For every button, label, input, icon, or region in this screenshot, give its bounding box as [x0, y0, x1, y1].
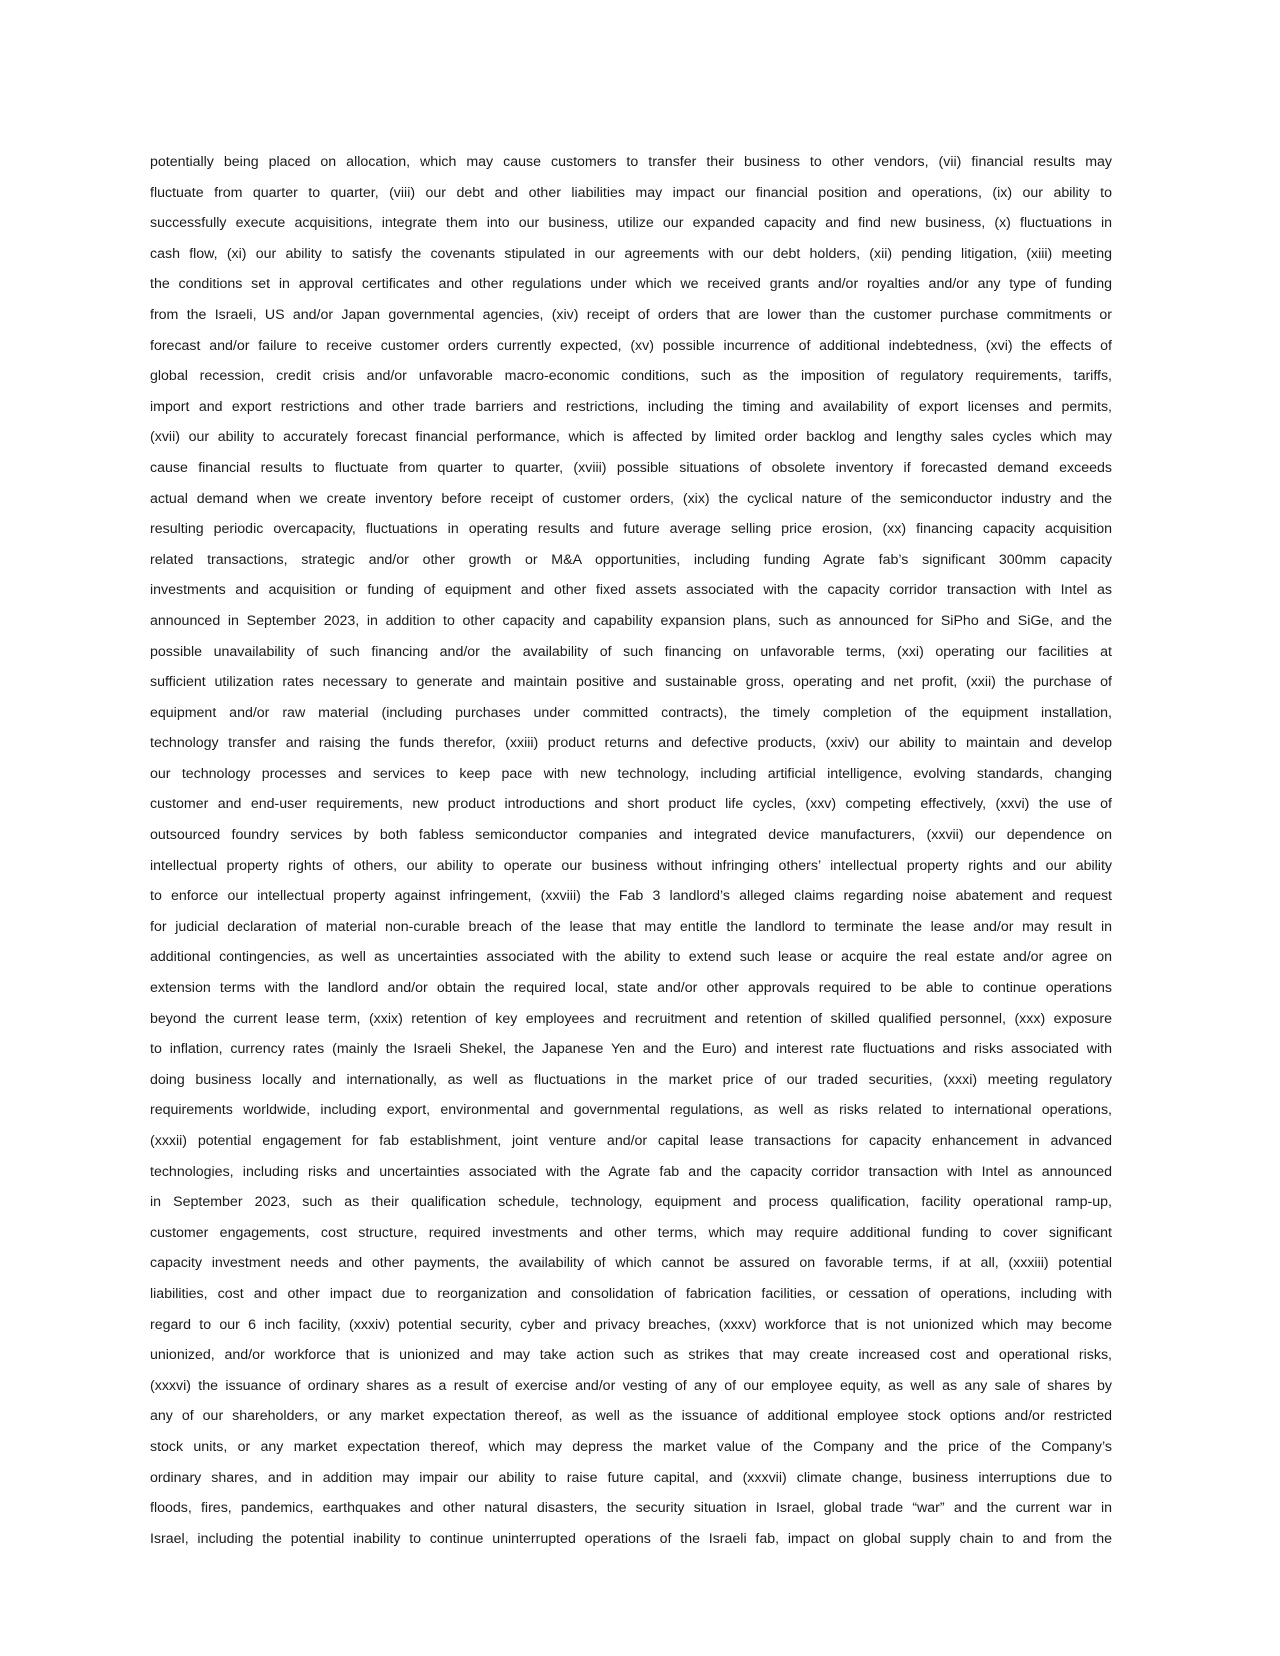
- text-line: for judicial declaration of material non-curable breach of the lease that may entitle the landlord to terminate the lease and/or may result in: [150, 918, 1112, 935]
- text-line: resulting periodic overcapacity, fluctuations in operating results and future average selling price erosion, (xx) financing capacity acquisition: [150, 521, 1112, 538]
- text-line: beyond the current lease term, (xxix) retention of key employees and recruitment and retention of skilled qualified personnel, (xxx) exposure: [150, 1010, 1112, 1027]
- text-line: announced in September 2023, in addition to other capacity and capability expansion plans, such as announced for SiPho and SiGe, and the: [150, 612, 1112, 629]
- text-line: forecast and/or failure to receive customer orders currently expected, (xv) possible incurrence of additional indebtedness, (xvi) the effects of: [150, 337, 1112, 354]
- text-line: unionized, and/or workforce that is unionized and may take action such as strikes that may create increased cost and operational risks,: [150, 1347, 1112, 1364]
- text-line: potentially being placed on allocation, which may cause customers to transfer their business to other vendors, (vii) financial results may: [150, 154, 1112, 170]
- text-line: to inflation, currency rates (mainly the Israeli Shekel, the Japanese Yen and the Euro) and interest rate fluctuations and risks associated with: [150, 1041, 1112, 1058]
- text-line: extension terms with the landlord and/or obtain the required local, state and/or other approvals required to be able to continue operations: [150, 980, 1112, 997]
- text-line: the conditions set in approval certificates and other regulations under which we received grants and/or royalties and/or any type of funding: [150, 276, 1112, 293]
- text-line: customer engagements, cost structure, required investments and other terms, which may require additional funding to cover significant: [150, 1224, 1112, 1241]
- text-line: (xvii) our ability to accurately forecast financial performance, which is affected by limited order backlog and lengthy sales cycles which may: [150, 429, 1112, 446]
- text-line: fluctuate from quarter to quarter, (viii) our debt and other liabilities may impact our financial position and operations, (ix) our ability to: [150, 184, 1112, 201]
- text-line: related transactions, strategic and/or other growth or M&A opportunities, including funding Agrate fab’s significant 300mm capacity: [150, 551, 1112, 568]
- text-line: customer and end-user requirements, new product introductions and short product life cycles, (xxv) competing effectively, (xxvi) the use of: [150, 796, 1112, 813]
- text-line: Israel, including the potential inability to continue uninterrupted operations of the Israeli fab, impact on global supply chain to and from the: [150, 1530, 1112, 1547]
- text-line: technology transfer and raising the funds therefor, (xxiii) product returns and defective products, (xxiv) our ability to maintain and develop: [150, 735, 1112, 752]
- text-line: in September 2023, such as their qualification schedule, technology, equipment and process qualification, facility operational ramp-up,: [150, 1194, 1112, 1211]
- text-line: cause financial results to fluctuate from quarter to quarter, (xviii) possible situations of obsolete inventory if forecasted demand exceeds: [150, 459, 1112, 476]
- text-line: successfully execute acquisitions, integrate them into our business, utilize our expanded capacity and find new business, (x) fluctuations in: [150, 215, 1112, 232]
- text-line: cash flow, (xi) our ability to satisfy the covenants stipulated in our agreements with our debt holders, (xii) pending litigation, (xiii) meeting: [150, 245, 1112, 262]
- text-line: import and export restrictions and other trade barriers and restrictions, including the timing and availability of export licenses and permits,: [150, 398, 1112, 415]
- text-line: global recession, credit crisis and/or unfavorable macro-economic conditions, such as the imposition of regulatory requirements, tariffs,: [150, 368, 1112, 385]
- text-line: any of our shareholders, or any market expectation thereof, as well as the issuance of additional employee stock options and/or restricted: [150, 1408, 1112, 1425]
- text-line: (xxxii) potential engagement for fab establishment, joint venture and/or capital lease transactions for capacity enhancement in advanced: [150, 1133, 1112, 1149]
- text-line: sufficient utilization rates necessary to generate and maintain positive and sustainable gross, operating and net profit, (xxii) the purchase of: [150, 674, 1112, 691]
- text-line: ordinary shares, and in addition may impair our ability to raise future capital, and (xxxvii) climate change, business interruptions due to: [150, 1469, 1112, 1486]
- body-paragraph: [150, 147, 1112, 1554]
- text-line: investments and acquisition or funding of equipment and other fixed assets associated with the capacity corridor transaction with Intel as: [150, 582, 1112, 599]
- text-line: actual demand when we create inventory before receipt of customer orders, (xix) the cyclical nature of the semiconductor industry and the: [150, 490, 1112, 507]
- text-line: stock units, or any market expectation thereof, which may depress the market value of the Company and the price of the Company’s: [150, 1438, 1112, 1455]
- text-line: possible unavailability of such financing and/or the availability of such financing on unfavorable terms, (xxi) operating our facilities at: [150, 643, 1112, 660]
- text-line: doing business locally and internationally, as well as fluctuations in the market price of our traded securities, (xxxi) meeting regulatory: [150, 1071, 1112, 1088]
- text-line: capacity investment needs and other payments, the availability of which cannot be assured on favorable terms, if at all, (xxxiii) potential: [150, 1255, 1112, 1272]
- text-line: our technology processes and services to keep pace with new technology, including artificial intelligence, evolving standards, changing: [150, 765, 1112, 782]
- text-line: intellectual property rights of others, our ability to operate our business without infringing others’ intellectual property rights and our ability: [150, 857, 1112, 874]
- text-line: from the Israeli, US and/or Japan governmental agencies, (xiv) receipt of orders that are lower than the customer purchase commitments or: [150, 306, 1112, 323]
- text-line: liabilities, cost and other impact due to reorganization and consolidation of fabrication facilities, or cessation of operations, including with: [150, 1285, 1112, 1302]
- text-line: (xxxvi) the issuance of ordinary shares as a result of exercise and/or vesting of any of our employee equity, as well as any sale of shares by: [150, 1377, 1112, 1394]
- text-line: to enforce our intellectual property against infringement, (xxviii) the Fab 3 landlord’s alleged claims regarding noise abatement and request: [150, 888, 1112, 905]
- text-line: equipment and/or raw material (including purchases under committed contracts), the timely completion of the equipment installation,: [150, 704, 1112, 721]
- text-line: outsourced foundry services by both fabless semiconductor companies and integrated device manufacturers, (xxvii) our dependence on: [150, 827, 1112, 844]
- text-line: regard to our 6 inch facility, (xxxiv) potential security, cyber and privacy breaches, (xxxv) workforce that is not unionized which may become: [150, 1316, 1112, 1333]
- text-line: requirements worldwide, including export, environmental and governmental regulations, as well as risks related to international operations,: [150, 1102, 1112, 1119]
- text-line: technologies, including risks and uncertainties associated with the Agrate fab and the capacity corridor transaction with Intel as announced: [150, 1163, 1112, 1180]
- text-line: floods, fires, pandemics, earthquakes and other natural disasters, the security situation in Israel, global trade “war” and the current war in: [150, 1500, 1112, 1517]
- text-line: additional contingencies, as well as uncertainties associated with the ability to extend such lease or acquire the real estate and/or agree on: [150, 949, 1112, 966]
